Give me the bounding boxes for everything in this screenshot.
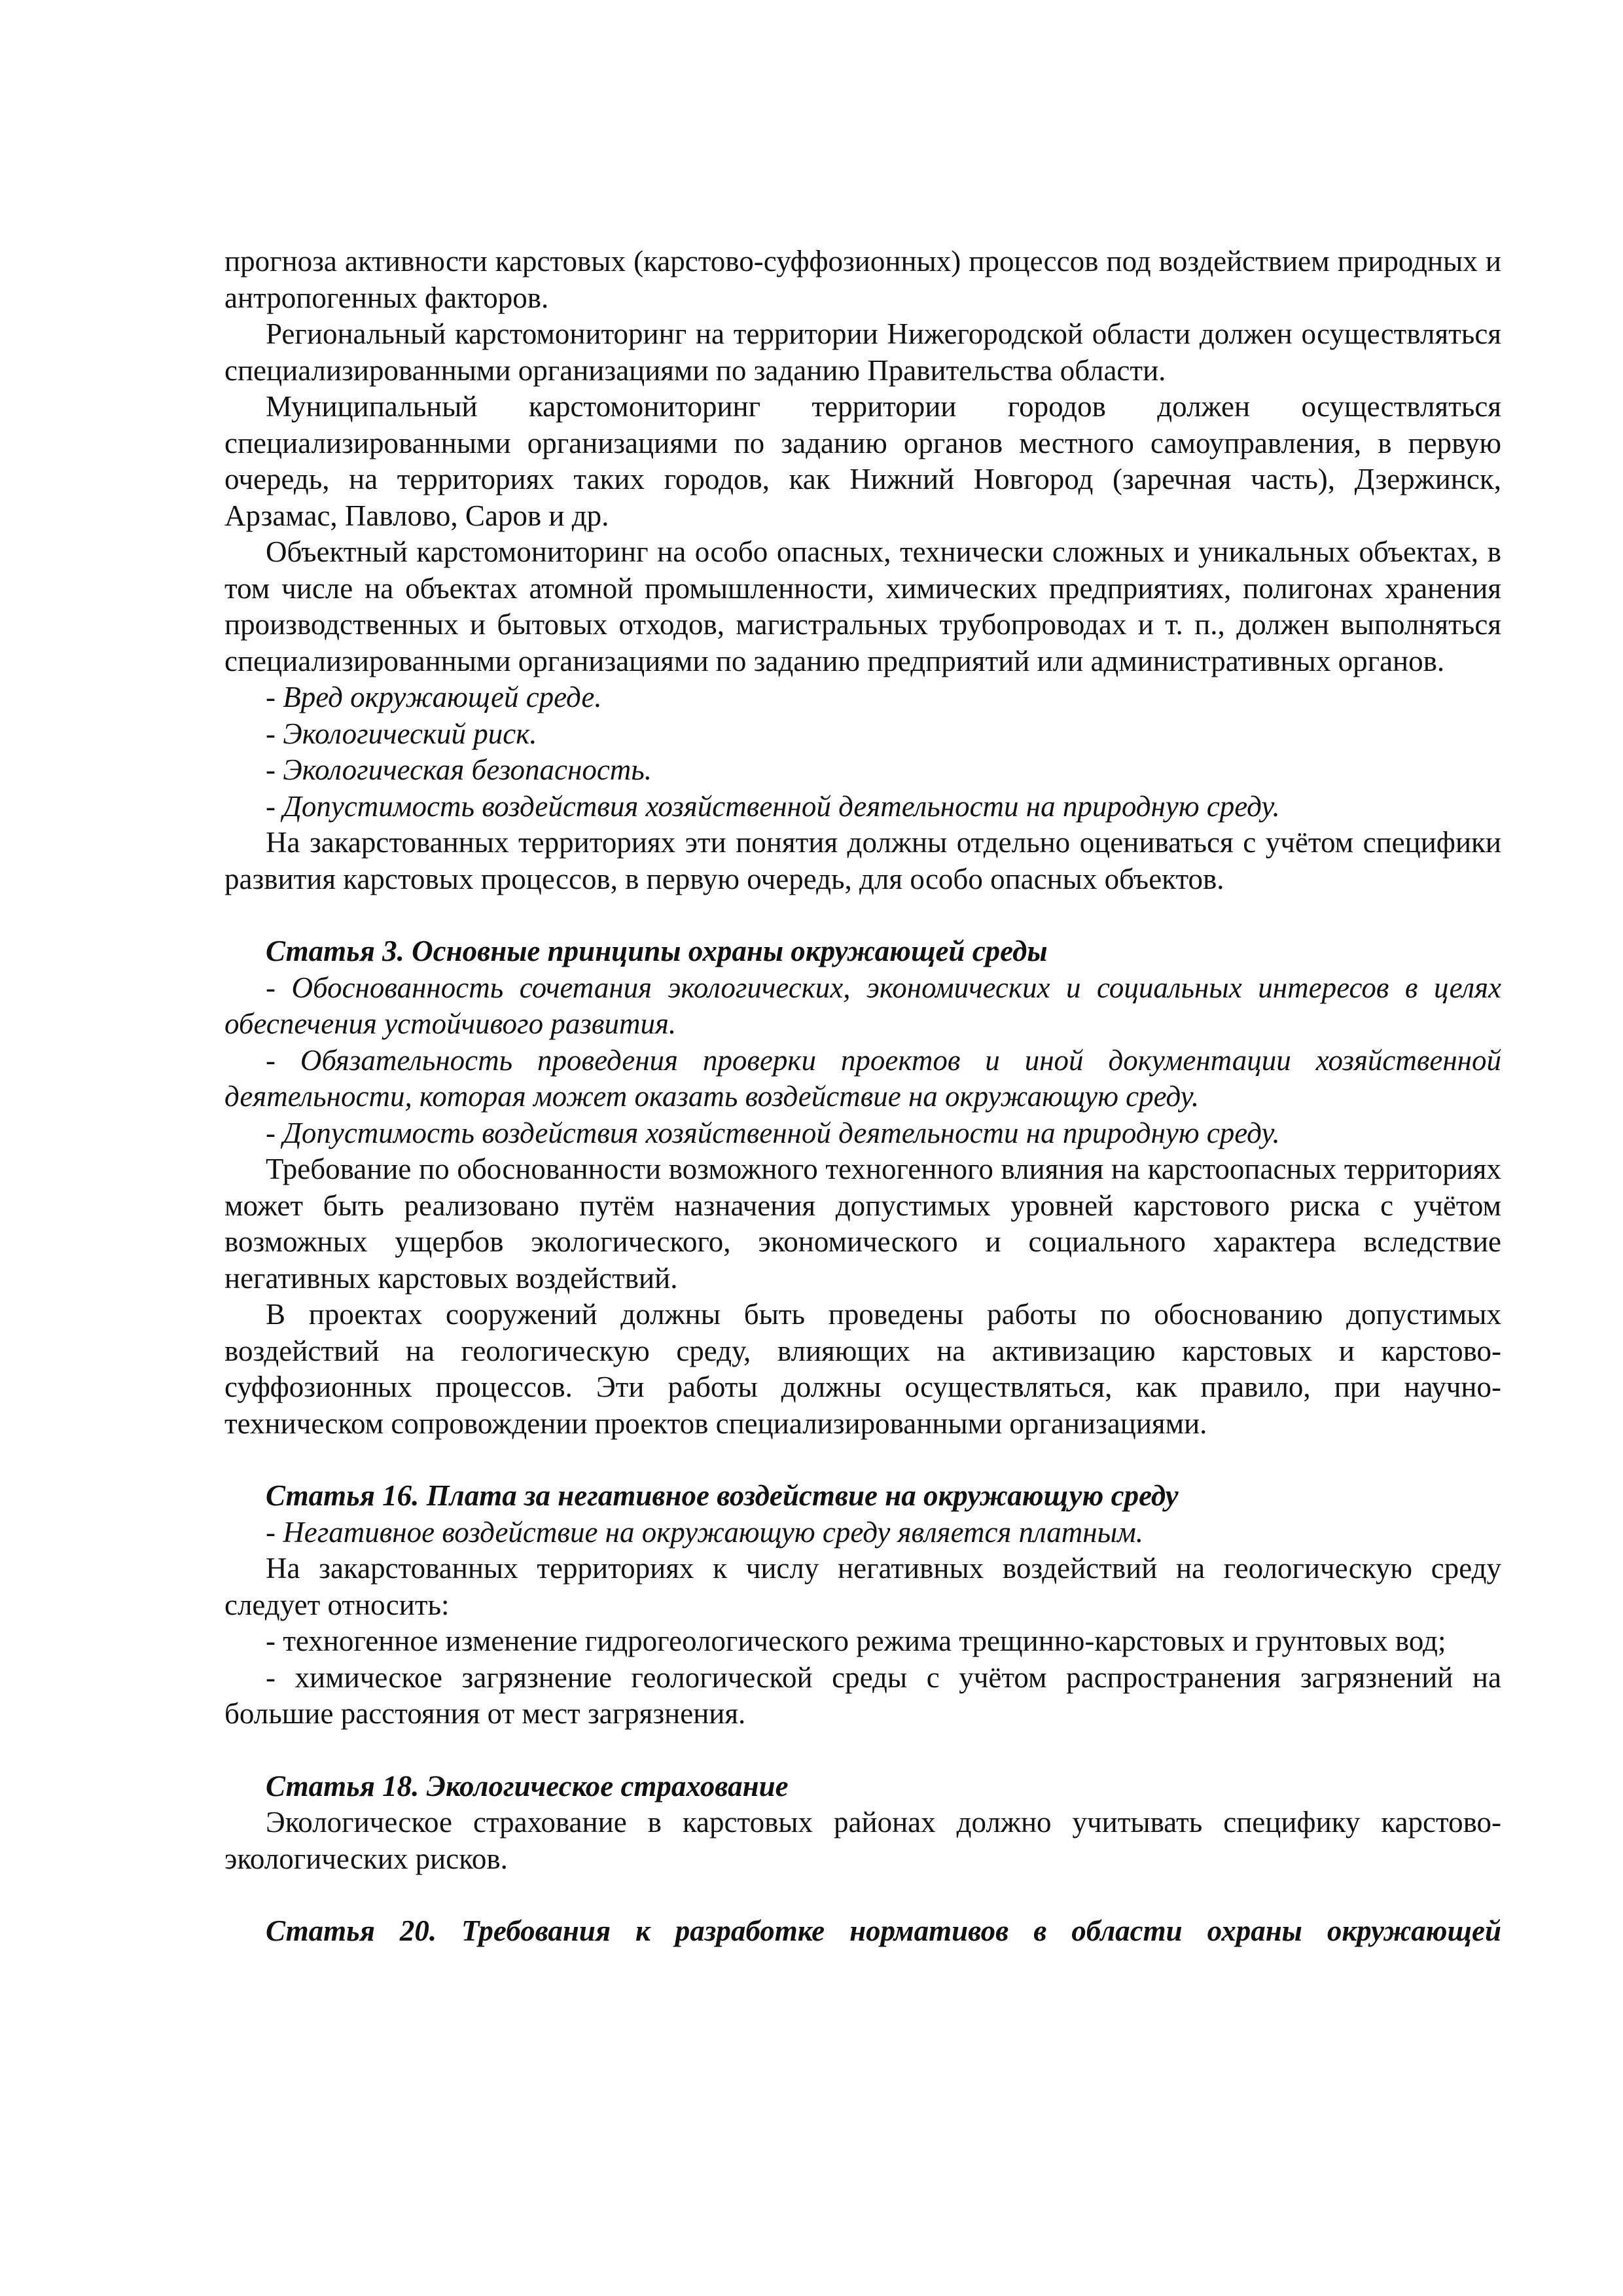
paragraph-regional-monitoring: Региональный карстомониторинг на территории Нижегородской области должен осуществляться специализированными организациями по заданию Правительства области. [224, 317, 1501, 387]
article-20-heading: Статья 20. Требования к разработке нормативов в области охраны окружающей [266, 1914, 1501, 1947]
article-16-heading: Статья 16. Плата за негативное воздействие на окружающую среду [266, 1479, 1179, 1512]
section-gap [224, 897, 1501, 933]
article-3-item-1: - Обоснованность сочетания экологических, экономических и социальных интересов в целях обеспечения устойчивого развития. [224, 971, 1501, 1040]
list-item-admissibility: - Допустимость воздействия хозяйственной деятельности на природную среду. [266, 789, 1280, 823]
article-16-paragraph-3: - химическое загрязнение геологической среды с учётом распространения загрязнений на большие расстояния от мест загрязнения. [224, 1660, 1501, 1730]
article-3-paragraph-2: В проектах сооружений должны быть проведены работы по обоснованию допустимых воздействий на геологическую среду, влияющих на активизацию карстовых и карстово-суффозионных процессов. Эти работы должны осуществляться, как правило, при научно-техническом сопровождении проектов специализированными организациями. [224, 1298, 1501, 1440]
article-16-paragraph-1: На закарстованных территориях к числу негативных воздействий на геологическую среду следует относить: [224, 1552, 1501, 1621]
list-item-eco-safety: - Экологическая безопасность. [266, 753, 652, 786]
article-18-heading: Статья 18. Экологическое страхование [266, 1769, 789, 1803]
paragraph-municipal-monitoring: Муниципальный карстомониторинг территории городов должен осуществляться специализированными организациями по заданию органов местного самоуправления, в первую очередь, на территориях таких городов, как Нижний Новгород (заречная часть), Дзержинск, Арзамас, Павлово, Саров и др. [224, 390, 1501, 532]
section-gap [224, 1732, 1501, 1768]
paragraph-object-monitoring: Объектный карстомониторинг на особо опасных, технически сложных и уникальных объектах, в том числе на объектах атомной промышленности, химических предприятиях, полигонах хранения производственных и бытовых отходов, магистральных трубопроводах и т. п., должен выполняться специализированными организациями по заданию предприятий или административных органов. [224, 535, 1501, 677]
section-gap [224, 1877, 1501, 1913]
list-item-harm: - Вред окружающей среде. [266, 681, 602, 713]
list-item-eco-risk: - Экологический риск. [266, 717, 537, 750]
article-16-paragraph-2: - техногенное изменение гидрогеологического режима трещинно-карстовых и грунтовых вод; [266, 1624, 1446, 1657]
article-3-item-3: - Допустимость воздействия хозяйственной деятельности на природную среду. [266, 1116, 1280, 1149]
article-3-heading: Статья 3. Основные принципы охраны окружающей среды [266, 935, 1048, 967]
article-18-paragraph: Экологическое страхование в карстовых районах должно учитывать специфику карстово-экологических рисков. [224, 1806, 1501, 1875]
paragraph-forecast: прогноза активности карстовых (карстово-суффозионных) процессов под воздействием природных и антропогенных факторов. [224, 245, 1501, 314]
paragraph-karst-territories: На закарстованных территориях эти понятия должны отдельно оцениваться с учётом специфики развития карстовых процессов, в первую очередь, для особо опасных объектов. [224, 826, 1501, 895]
document-page [224, 243, 1501, 1950]
article-16-item: - Негативное воздействие на окружающую среду является платным. [266, 1515, 1144, 1549]
article-3-paragraph-1: Требование по обоснованности возможного техногенного влияния на карстоопасных территориях может быть реализовано путём назначения допустимых уровней карстового риска с учётом возможных ущербов экологического, экономического и социального характера вследствие негативных карстовых воздействий. [224, 1153, 1501, 1295]
section-gap [224, 1442, 1501, 1478]
article-3-item-2: - Обязательность проведения проверки проектов и иной документации хозяйственной деятельности, которая может оказать воздействие на окружающую среду. [224, 1043, 1501, 1113]
